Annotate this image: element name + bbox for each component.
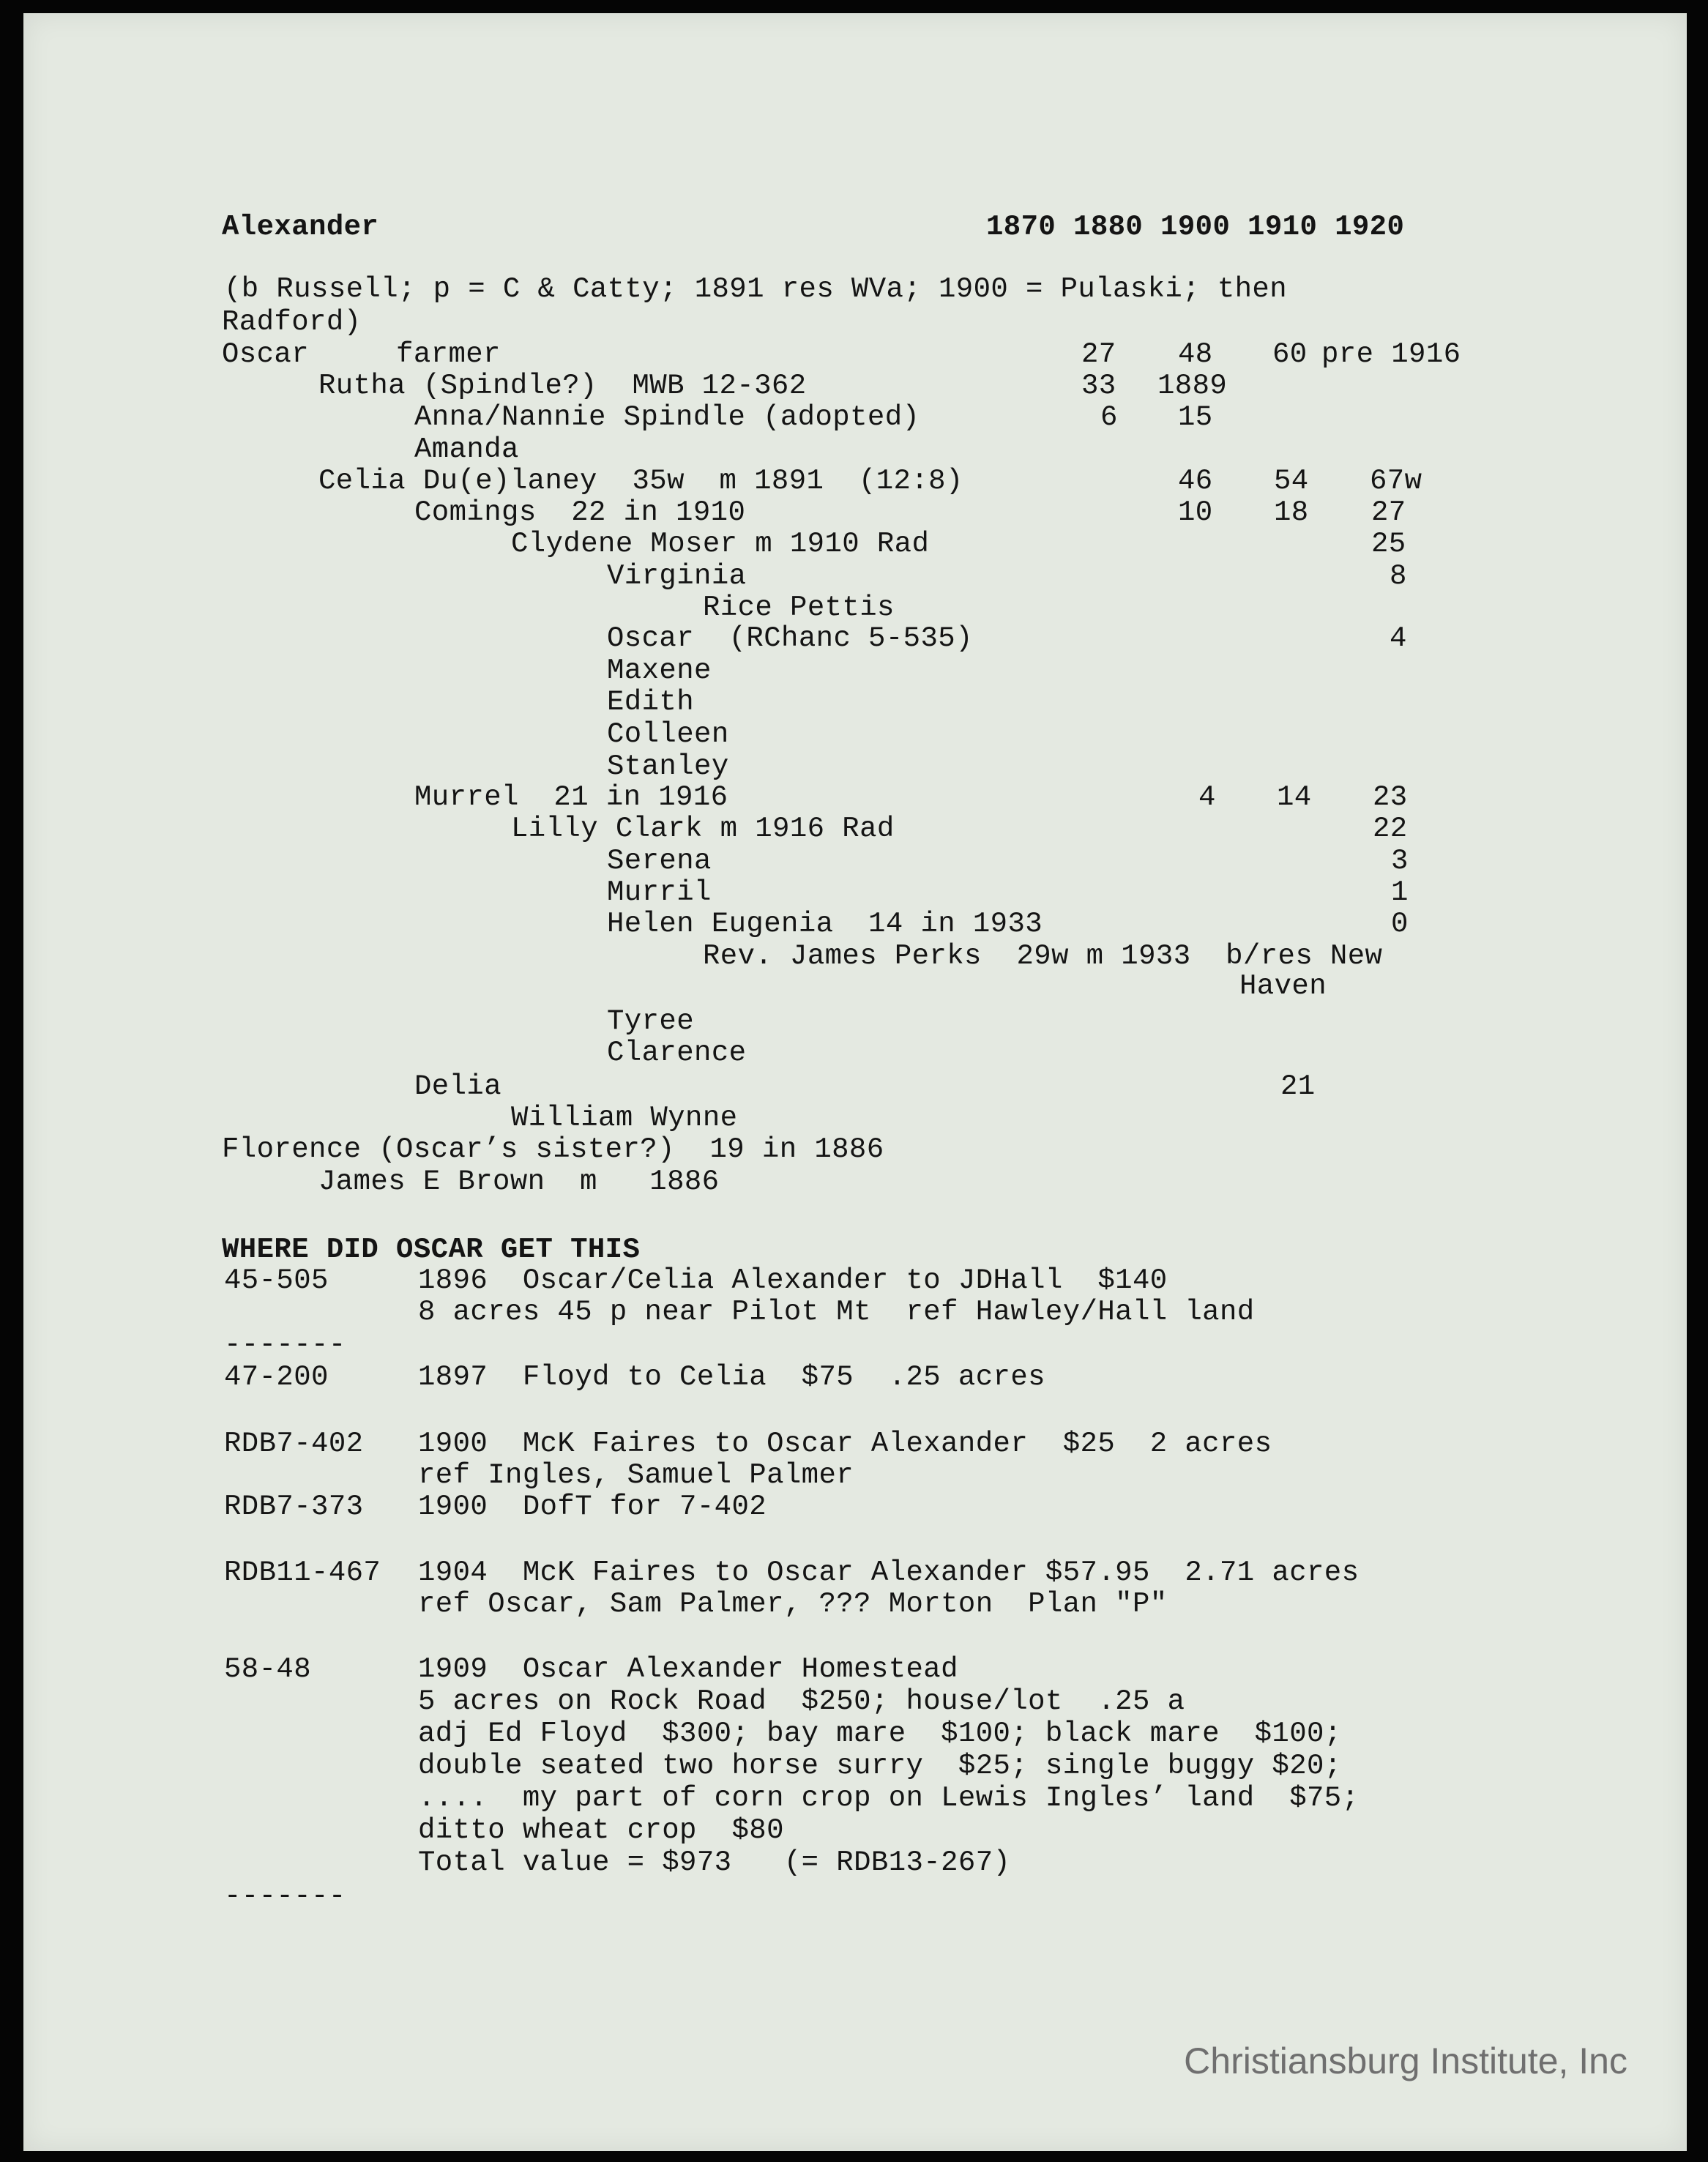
deed-line: 1900 DofT for 7-402 [418,1491,767,1523]
person-james-perks-cont: Haven [1239,970,1327,1002]
deed-line: double seated two horse surry $25; single buggy $20; [418,1750,1342,1782]
intro-line-1: (b Russell; p = C & Catty; 1891 res WVa; 1900 = Pulaski; then [224,273,1288,305]
person-oscar-jr: Oscar (RChanc 5-535) [607,622,973,655]
age-value: 22 [1373,813,1408,845]
deed-ref: 45-505 [224,1264,329,1297]
age-value: 8 [1390,560,1407,592]
person-virginia: Virginia [607,560,747,592]
deed-line: 8 acres 45 p near Pilot Mt ref Hawley/Hall land [418,1296,1255,1328]
person-oscar: Oscar farmer [222,338,501,370]
age-value: 15 [1178,401,1213,433]
deed-line: ref Oscar, Sam Palmer, ??? Morton Plan "P" [418,1588,1168,1620]
person-stanley: Stanley [607,750,729,783]
deed-line: Total value = $973 (= RDB13-267) [418,1846,1011,1879]
person-james-brown: James E Brown m 1886 [318,1166,720,1198]
deed-line: 1900 McK Faires to Oscar Alexander $25 2 acres [418,1428,1272,1460]
deed-ref: RDB7-402 [224,1428,364,1460]
deed-line: ref Ingles, Samuel Palmer [418,1459,854,1491]
person-william-wynne: William Wynne [511,1102,738,1134]
age-value: 60 [1272,338,1308,370]
person-james-perks: Rev. James Perks 29w m 1933 b/res New [703,940,1383,972]
person-clarence: Clarence [607,1037,747,1069]
age-value: 25 [1371,528,1406,560]
age-value: 4 [1198,781,1216,813]
age-value: 27 [1081,338,1116,370]
person-rice-pettis: Rice Pettis [703,592,895,624]
watermark-text: Christiansburg Institute, Inc [1184,2040,1627,2081]
person-helen: Helen Eugenia 14 in 1933 [607,908,1043,940]
person-colleen: Colleen [607,718,729,750]
person-tyree: Tyree [607,1005,695,1037]
age-value: 1889 [1157,370,1228,402]
person-edith: Edith [607,686,695,718]
deed-line: .... my part of corn crop on Lewis Ingles’ land $75; [418,1782,1360,1814]
person-serena: Serena [607,845,712,877]
age-value: 48 [1178,338,1213,370]
age-value: 10 [1178,496,1213,529]
age-value: 54 [1274,465,1309,497]
age-value: 0 [1391,908,1409,940]
age-value: 67w [1370,465,1422,497]
age-value: 23 [1373,781,1408,813]
person-clydene: Clydene Moser m 1910 Rad [511,528,930,560]
age-value: pre 1916 [1321,338,1461,370]
age-value: 27 [1371,496,1406,529]
deed-line: 1909 Oscar Alexander Homestead [418,1653,958,1685]
surname-heading: Alexander [222,211,379,243]
intro-line-2: Radford) [222,306,362,338]
person-celia: Celia Du(e)laney 35w m 1891 (12:8) [318,465,963,497]
person-rutha: Rutha (Spindle?) MWB 12-362 [318,370,807,402]
age-value: 6 [1100,401,1118,433]
age-value: 21 [1280,1070,1316,1103]
person-murrel: Murrel 21 in 1916 [414,781,728,813]
age-value: 46 [1178,465,1213,497]
separator: ------- [224,1329,346,1361]
deed-line: 5 acres on Rock Road $250; house/lot .25 a [418,1685,1185,1718]
age-value: 3 [1391,845,1409,877]
person-maxene: Maxene [607,655,712,687]
section-title: WHERE DID OSCAR GET THIS [222,1234,641,1266]
person-comings: Comings 22 in 1910 [414,496,746,529]
age-value: 18 [1274,496,1309,529]
person-lilly: Lilly Clark m 1916 Rad [511,813,895,845]
deed-line: 1904 McK Faires to Oscar Alexander $57.95 2.71 acres [418,1557,1360,1589]
deed-line: ditto wheat crop $80 [418,1814,784,1846]
deed-line: 1897 Floyd to Celia $75 .25 acres [418,1361,1045,1393]
person-murril: Murril [607,876,712,909]
deed-ref: 58-48 [224,1653,312,1685]
age-value: 1 [1391,876,1409,909]
separator: ------- [224,1880,346,1912]
age-value: 33 [1081,370,1116,402]
deed-line: adj Ed Floyd $300; bay mare $100; black mare $100; [418,1718,1342,1750]
person-florence: Florence (Oscar’s sister?) 19 in 1886 [222,1133,884,1166]
age-value: 14 [1277,781,1312,813]
person-amanda: Amanda [414,433,519,466]
deed-line: 1896 Oscar/Celia Alexander to JDHall $140 [418,1264,1168,1297]
person-delia: Delia [414,1070,502,1103]
person-anna: Anna/Nannie Spindle (adopted) [414,401,920,433]
age-value: 4 [1390,622,1407,655]
census-years-heading: 1870 1880 1900 1910 1920 [986,211,1405,243]
deed-ref: 47-200 [224,1361,329,1393]
deed-ref: RDB11-467 [224,1557,381,1589]
deed-ref: RDB7-373 [224,1491,364,1523]
